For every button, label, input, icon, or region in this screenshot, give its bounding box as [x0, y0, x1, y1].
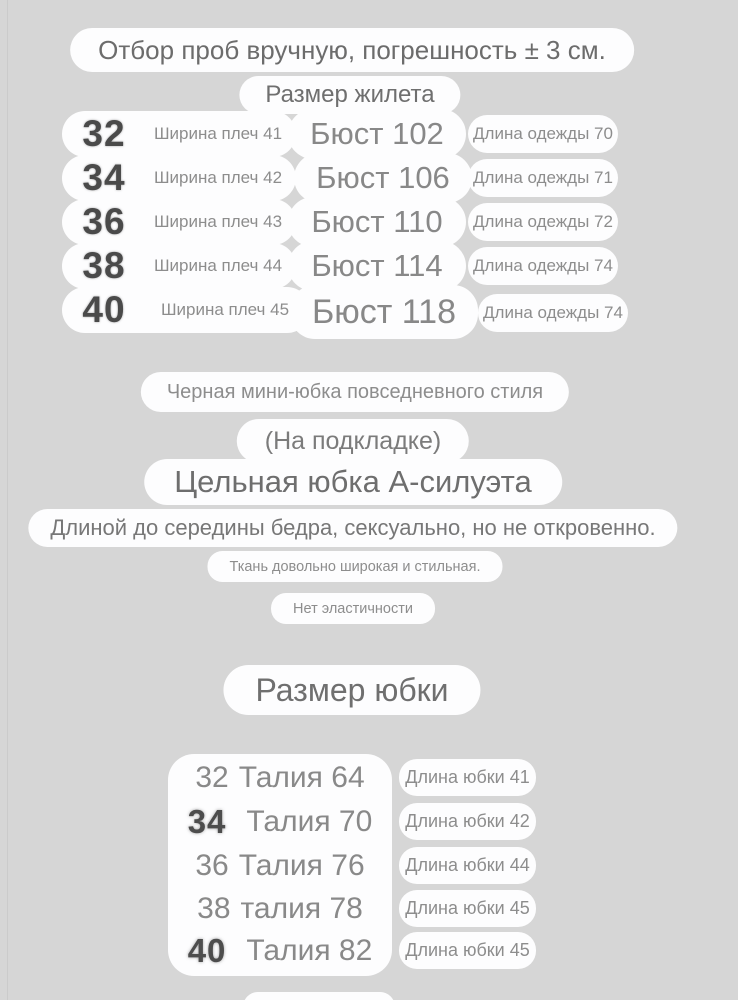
vest-row-left-blob — [62, 243, 296, 289]
vest-row-left-blob — [62, 287, 310, 333]
vest-size-row — [0, 287, 738, 333]
shoulder-width-label: Ширина плеч 44 — [153, 256, 283, 275]
bust-label: Бюст 110 — [288, 197, 466, 247]
waist-label: Талия 76 — [238, 849, 365, 882]
shoulder-width-label: Ширина плеч 42 — [153, 168, 283, 187]
garment-length-label: Длина одежды 72 — [468, 203, 618, 241]
vest-size-row — [0, 111, 738, 157]
vest-size-row — [0, 243, 738, 289]
product-description-line: Длиной до середины бедра, сексуально, но не откровенно. — [28, 509, 677, 547]
skirt-size-row — [168, 844, 392, 888]
vest-size-table — [0, 111, 738, 341]
skirt-size-row — [168, 929, 392, 973]
skirt-length-label: Длина юбки 44 — [399, 847, 536, 884]
skirt-size-title: Размер юбки — [223, 665, 480, 715]
bust-label: Бюст 118 — [290, 285, 478, 339]
garment-length-label: Длина одежды 74 — [468, 247, 618, 285]
shoulder-width-label: Ширина плеч 41 — [153, 124, 283, 143]
skirt-size-row — [168, 887, 392, 931]
product-description-line: Цельная юбка А-силуэта — [144, 459, 562, 505]
garment-length-label: Длина одежды 74 — [478, 294, 628, 332]
vest-size-row — [0, 155, 738, 201]
skirt-size-number: 34 — [187, 803, 227, 840]
vest-size-number: 34 — [82, 157, 126, 198]
bust-label: Бюст 102 — [288, 109, 466, 159]
skirt-size-number: 40 — [187, 932, 227, 969]
shoulder-width-label: Ширина плеч 45 — [160, 300, 290, 319]
vest-size-number: 40 — [82, 289, 126, 330]
bust-label: Бюст 106 — [294, 153, 472, 203]
skirt-length-label: Длина юбки 41 — [399, 759, 536, 796]
vest-row-left-blob — [62, 111, 296, 157]
vest-size-number: 36 — [82, 201, 126, 242]
skirt-size-row — [168, 756, 392, 800]
vest-size-row — [0, 199, 738, 245]
skirt-length-label: Длина юбки 45 — [399, 890, 536, 927]
vest-size-number: 32 — [82, 113, 126, 154]
waist-label: Талия 82 — [246, 934, 373, 967]
garment-length-label: Длина одежды 70 — [468, 115, 618, 153]
product-description-line: Нет эластичности — [271, 593, 435, 624]
vest-size-title: Размер жилета — [239, 76, 460, 114]
skirt-length-label: Длина юбки 42 — [399, 803, 536, 840]
waist-label: талия 78 — [240, 892, 363, 925]
sampling-note-pill: Отбор проб вручную, погрешность ± 3 см. — [70, 28, 634, 72]
skirt-size-number: 38 — [197, 892, 231, 925]
bust-label: Бюст 114 — [288, 241, 466, 291]
skirt-size-number: 36 — [195, 849, 229, 882]
vest-row-left-blob — [62, 155, 296, 201]
vest-row-left-blob — [62, 199, 296, 245]
product-description-line: Ткань довольно широкая и стильная. — [207, 551, 502, 582]
garment-length-label: Длина одежды 71 — [468, 159, 618, 197]
skirt-size-table — [0, 752, 738, 982]
skirt-size-row — [168, 800, 392, 844]
skirt-length-label: Длина юбки 45 — [399, 932, 536, 969]
shoulder-width-label: Ширина плеч 43 — [153, 212, 283, 231]
skirt-size-number: 32 — [195, 761, 229, 794]
waist-label: Талия 70 — [246, 805, 373, 838]
vest-size-number: 38 — [82, 245, 126, 286]
clipped-bottom-pill — [243, 992, 395, 1000]
product-description-line: (На подкладке) — [237, 419, 469, 463]
product-description-line: Черная мини-юбка повседневного стиля — [141, 372, 569, 412]
waist-label: Талия 64 — [238, 761, 365, 794]
